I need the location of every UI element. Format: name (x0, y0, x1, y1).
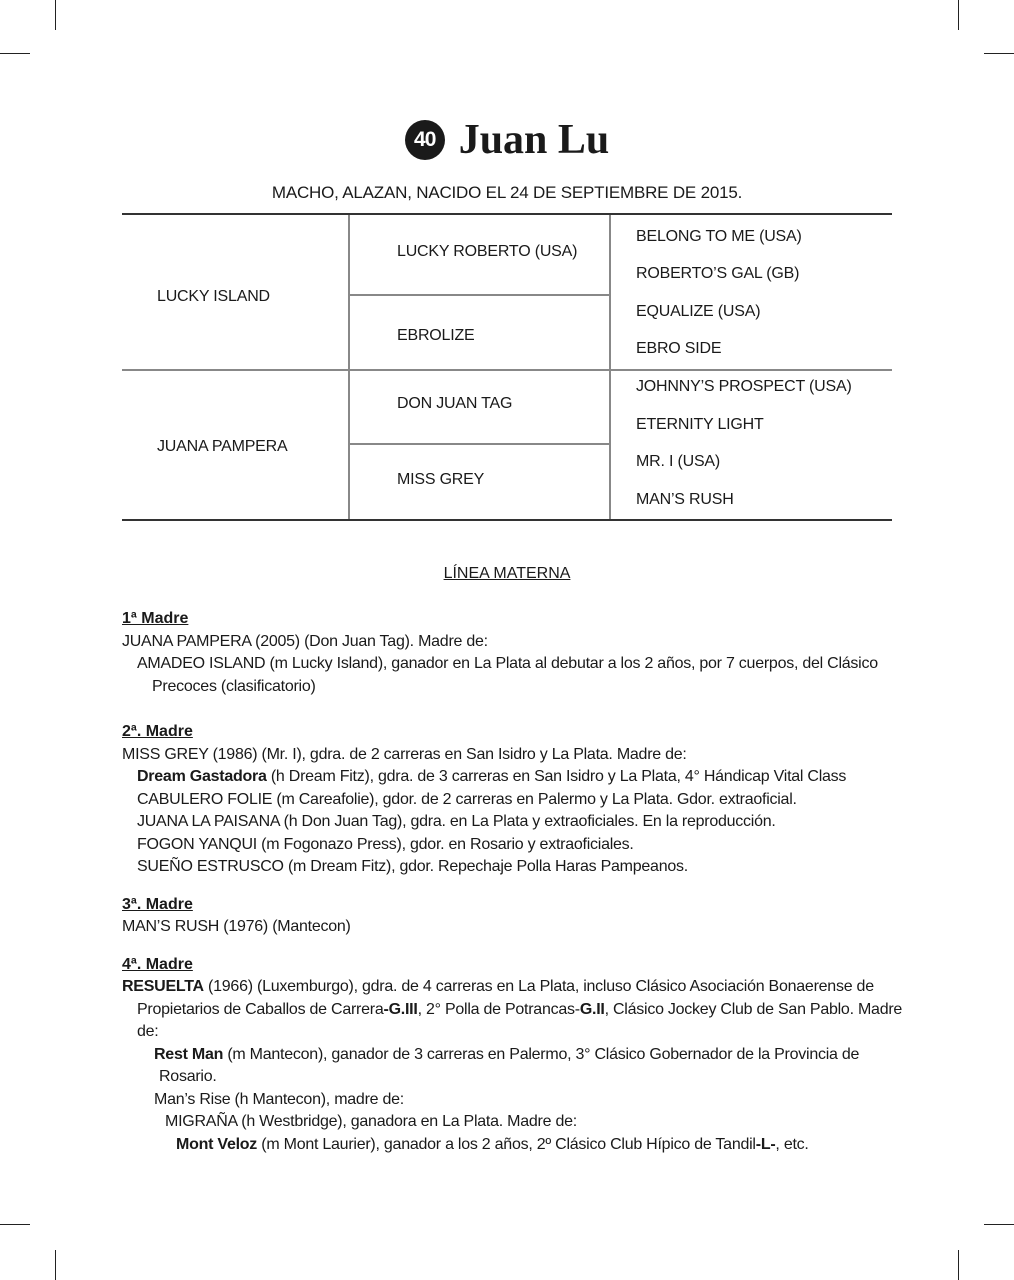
second-dam-line: FOGON YANQUI (m Fogonazo Press), gdor. en Rosario y extraoficiales. (137, 836, 634, 853)
first-dam-line: JUANA PAMPERA (2005) (Don Juan Tag). Madre de: (122, 633, 488, 650)
dam-sire: DON JUAN TAG (397, 395, 513, 412)
great-grandparent: ETERNITY LIGHT (636, 416, 764, 433)
sire: LUCKY ISLAND (157, 288, 270, 305)
crop-mark (984, 53, 1014, 54)
great-grandparent: MAN’S RUSH (636, 491, 734, 508)
fourth-dam-line: RESUELTA (1966) (Luxemburgo), gdra. de 4 carreras en La Plata, incluso Clásico Asociación Bonaerense de (122, 978, 874, 995)
second-dam-line: SUEÑO ESTRUSCO (m Dream Fitz), gdor. Repechaje Polla Haras Pampeanos. (137, 858, 688, 875)
sire-sire: LUCKY ROBERTO (USA) (397, 243, 578, 260)
crop-mark (55, 1250, 56, 1280)
first-dam-title: 1ª Madre (122, 610, 189, 627)
first-dam-line: AMADEO ISLAND (m Lucky Island), ganador en La Plata al debutar a los 2 años, por 7 cuerpos, del Clásico (137, 655, 878, 672)
second-dam-title: 2ª. Madre (122, 723, 193, 740)
table-rule (122, 369, 892, 371)
third-dam-line: MAN’S RUSH (1976) (Mantecon) (122, 918, 351, 935)
maternal-line-title: LÍNEA MATERNA (443, 565, 571, 582)
second-dam-line: JUANA LA PAISANA (h Don Juan Tag), gdra. en La Plata y extraoficiales. En la reproducción. (137, 813, 776, 830)
crop-mark (958, 0, 959, 30)
great-grandparent: MR. I (USA) (636, 453, 721, 470)
table-rule (122, 213, 892, 215)
table-divider (348, 215, 350, 519)
pedigree-table (122, 213, 892, 521)
fourth-dam-title: 4ª. Madre (122, 956, 193, 973)
page-header (0, 116, 1014, 164)
table-divider (609, 215, 611, 519)
fourth-dam-line: Man’s Rise (h Mantecon), madre de: (154, 1091, 404, 1108)
second-dam-line: CABULERO FOLIE (m Careafolie), gdor. de 2 carreras en Palermo y La Plata. Gdor. extraoficial. (137, 791, 797, 808)
table-rule (349, 294, 610, 296)
great-grandparent: EQUALIZE (USA) (636, 303, 761, 320)
produce-name: Dream Gastadora (137, 768, 267, 785)
fourth-dam-line: MIGRAÑA (h Westbridge), ganadora en La Plata. Madre de: (165, 1113, 577, 1130)
crop-mark (958, 1250, 959, 1280)
table-rule (122, 519, 892, 521)
dam: JUANA PAMPERA (157, 438, 288, 455)
fourth-dam-line: Mont Veloz (m Mont Laurier), ganador a los 2 años, 2º Clásico Club Hípico de Tandil-L-, etc. (176, 1136, 809, 1153)
great-grandparent: JOHNNY’S PROSPECT (USA) (636, 378, 852, 395)
entry-number-badge: 40 (405, 120, 445, 160)
great-grandparent: BELONG TO ME (USA) (636, 228, 802, 245)
crop-mark (984, 1224, 1014, 1225)
second-dam-line: MISS GREY (1986) (Mr. I), gdra. de 2 carreras en San Isidro y La Plata. Madre de: (122, 746, 687, 763)
fourth-dam-line: Rosario. (159, 1068, 217, 1085)
sire-dam: EBROLIZE (397, 327, 475, 344)
fourth-dam-line: Rest Man (m Mantecon), ganador de 3 carreras en Palermo, 3° Clásico Gobernador de la Provincia de (154, 1046, 860, 1063)
horse-name: Juan Lu (458, 117, 610, 163)
crop-mark (55, 0, 56, 30)
great-grandparent: ROBERTO’S GAL (GB) (636, 265, 800, 282)
dam-dam: MISS GREY (397, 471, 485, 488)
fourth-dam-line: Propietarios de Caballos de Carrera-G.III, 2° Polla de Potrancas-G.II, Clásico Jockey Club de San Pablo. Madre (137, 1001, 903, 1018)
crop-mark (0, 53, 30, 54)
crop-mark (0, 1224, 30, 1225)
second-dam-line: Dream Gastadora (h Dream Fitz), gdra. de 3 carreras en San Isidro y La Plata, 4° Hándicap Vital Class (137, 768, 847, 785)
horse-description: MACHO, ALAZAN, NACIDO EL 24 DE SEPTIEMBRE DE 2015. (271, 183, 743, 202)
third-dam-title: 3ª. Madre (122, 896, 193, 913)
first-dam-line: Precoces (clasificatorio) (152, 678, 316, 695)
fourth-dam-line: de: (137, 1023, 159, 1040)
great-grandparent: EBRO SIDE (636, 340, 722, 357)
table-rule (349, 443, 610, 445)
